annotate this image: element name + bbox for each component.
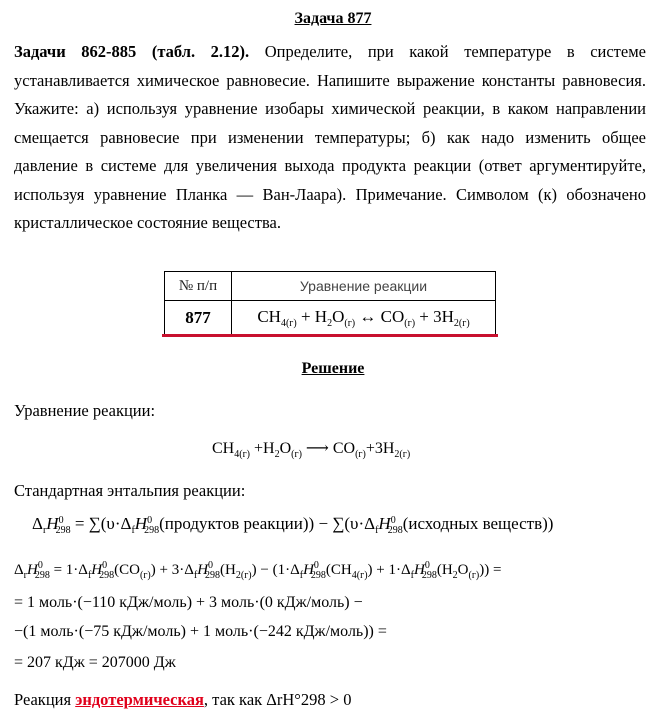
table-underline [162,334,498,337]
table-cell-equation [232,301,496,335]
task-text: Определите, при какой температуре в системе устанавливается химическое равновесие. Напишите выражение константы равновесия. Укажите: а) используя уравнение изобары химической реакции, в каком направлении смещается равновесие при изменении температуры; б) как надо изменить общее давление в системе для увеличения выхода продукта реакции (ответ аргументируйте, используя уравнение Планка — Ван-Лаара). Примечание. Символом (к) обозначено кристаллическое состояние вещества. [14,42,646,232]
conclusion [14,690,351,710]
task-description [14,38,646,238]
table-header-number: № п/п [165,272,232,301]
conclusion-prefix: Реакция [14,690,76,709]
formula-products: (продуктов реакции) [159,514,309,533]
general-formula: $\Delta_rH^0_{298}$ = $\sum(\upsilon\cdot\Delta_fH^0_{298}(продуктов$ реакции)) − $\sum(\upsilon\cdot\Delta_fH^0_{298}(исходных$ веществ)) [32,514,554,536]
calc-line-3: −(1 моль·(−75 кДж/моль) + 1 моль·(−242 кДж/моль)) = [14,623,387,640]
calc-line-4: = 207 кДж = 207000 Дж [14,654,176,671]
enthalpy-label: Стандартная энтальпия реакции: [14,481,246,500]
task-range-label: Задачи 862-885 (табл. 2.12). [14,42,250,61]
table-header-equation: Уравнение реакции [232,272,496,301]
calc-line-1: $\Delta_rH^0_{298} = 1\cdot\Delta_fH^0_{298}(CO_{(г)}) + 3\cdot\Delta_fH^0_{298}(H_{2(г)}) - (1\cdot\Delta_fH^0_{298}(CH_{4(г)}) + 1\cdot\Delta_fH^0_{298}(H_2O_{(г)}))$ = [14,560,502,581]
reaction-table [164,271,496,335]
conclusion-highlight: эндотермическая [75,690,204,709]
conclusion-suffix: , так как ΔrH°298 > 0 [203,690,352,709]
solution-title: Решение [301,360,365,377]
table-cell-number: 877 [165,301,232,335]
calc-line-2: = 1 моль·(−110 кДж/моль) + 3 моль·(0 кДж/моль) − [14,594,363,611]
table-equation-value: $CH_{4(г)} + H_2O_{(г)}$ ↔ $CO_{(г)} + 3H_{2(г)}$ [257,306,470,329]
reaction-equation: $CH_{4(г)} +H_2O_{(г)}$ ⟶ $CO_{(г)}+3H_{2(г)}$ [212,440,411,460]
reaction-label: Уравнение реакции: [14,401,156,420]
formula-reactants: (исходных веществ) [402,514,548,533]
task-title: Задача 877 [294,10,372,27]
